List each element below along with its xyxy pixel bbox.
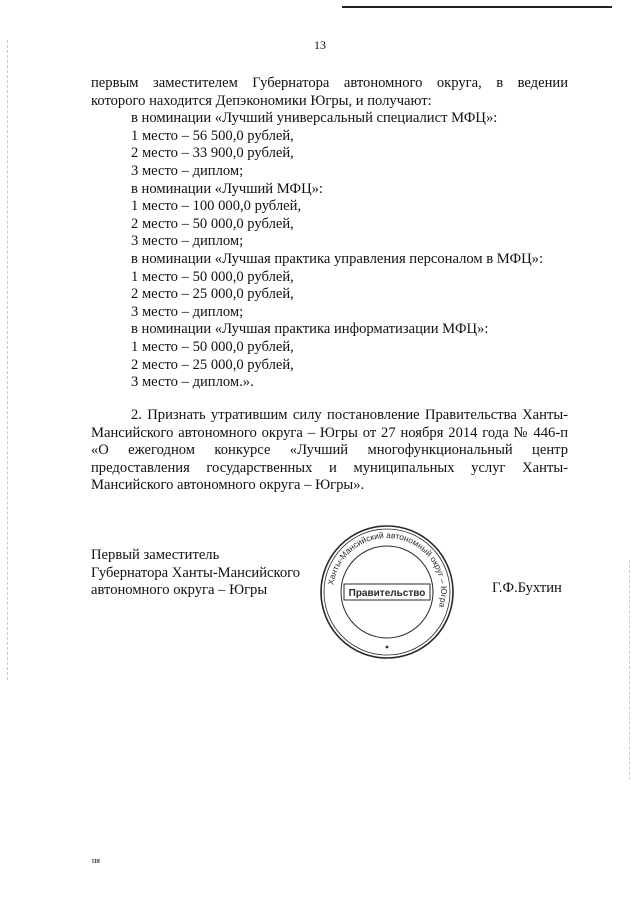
prize-line: 3 место – диплом.». bbox=[131, 374, 254, 391]
signatory-line: Губернатора Ханты-Мансийского bbox=[91, 564, 301, 581]
signatory-line: Первый заместитель bbox=[91, 547, 220, 563]
nomination-title: в номинации «Лучший МФЦ»: bbox=[131, 180, 323, 197]
nomination-title: в номинации «Лучшая практика управления персоналом в МФЦ»: bbox=[131, 250, 544, 267]
prize-line: 3 место – диплом; bbox=[131, 162, 244, 179]
page-number: 13 bbox=[314, 38, 326, 52]
prize-line: 2 место – 25 000,0 рублей, bbox=[131, 356, 294, 373]
signatory-name: Г.Ф.Бухтин bbox=[492, 580, 562, 596]
footer-mark: ня bbox=[92, 856, 100, 865]
prize-line: 2 место – 25 000,0 рублей, bbox=[131, 286, 294, 303]
intro-line-1: первым заместителем Губернатора автономного округа, в ведении bbox=[91, 75, 568, 91]
nomination-title: в номинации «Лучшая практика информатизации МФЦ»: bbox=[131, 321, 489, 338]
prize-line: 1 место – 50 000,0 рублей, bbox=[131, 268, 294, 285]
seal-center-text: Правительство bbox=[348, 588, 426, 599]
prize-line: 3 место – диплом; bbox=[131, 233, 244, 250]
paragraph-2 bbox=[91, 407, 568, 495]
scan-edge-left bbox=[7, 40, 9, 680]
paragraph-2-line: Мансийского автономного округа – Югры». bbox=[91, 477, 365, 494]
prize-line: 1 место – 50 000,0 рублей, bbox=[131, 338, 294, 355]
intro-line-2: которого находится Депэкономики Югры, и получают: bbox=[91, 92, 432, 109]
official-seal bbox=[318, 523, 456, 661]
paragraph-2-line: «О ежегодном конкурсе «Лучший многофункциональный центр bbox=[91, 442, 568, 459]
seal-ring-text: Ханты-Мансийский автономный округ – Югра bbox=[325, 529, 450, 609]
nomination-title: в номинации «Лучший универсальный специалист МФЦ»: bbox=[131, 110, 498, 127]
prize-line: 1 место – 100 000,0 рублей, bbox=[131, 198, 302, 215]
paragraph-2-line: предоставления государственных и муниципальных услуг Ханты- bbox=[91, 459, 568, 476]
prize-line: 3 место – диплом; bbox=[131, 303, 244, 320]
signatory-line: автономного округа – Югры bbox=[91, 582, 268, 599]
prize-line: 1 место – 56 500,0 рублей, bbox=[131, 127, 294, 144]
paragraph-2-line: Мансийского автономного округа – Югры от 27 ноября 2014 года № 446-п bbox=[91, 424, 568, 441]
prize-line: 2 место – 50 000,0 рублей, bbox=[131, 215, 294, 232]
scan-edge-right bbox=[629, 560, 631, 780]
signatory-position bbox=[91, 547, 300, 600]
paragraph-2-line: 2. Признать утратившим силу постановление Правительства Ханты- bbox=[131, 407, 568, 423]
prize-line: 2 место – 33 900,0 рублей, bbox=[131, 145, 294, 162]
top-rule bbox=[342, 6, 612, 8]
document-body bbox=[91, 75, 568, 392]
